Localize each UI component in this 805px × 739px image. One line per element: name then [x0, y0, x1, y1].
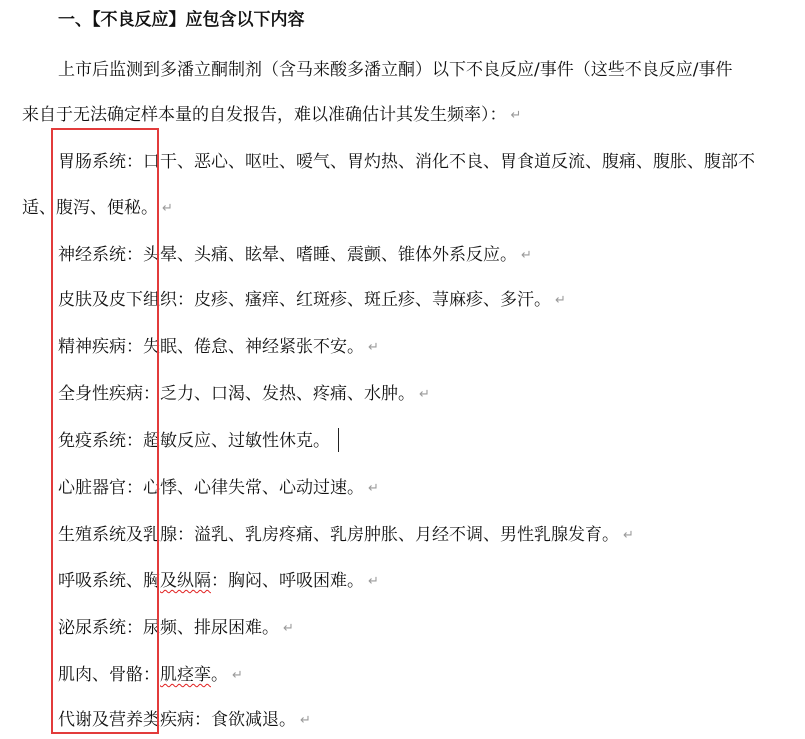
reaction-text: 尿频、排尿困难。: [143, 618, 279, 638]
system-label: 全身性疾病：: [58, 384, 160, 404]
paragraph-mark: ↵: [521, 248, 532, 263]
reaction-text: 食欲减退。: [211, 710, 296, 730]
reaction-text: 头晕、头痛、眩晕、嗜睡、震颤、锥体外系反应。: [143, 245, 517, 265]
list-item: [58, 474, 379, 504]
system-label: 神经系统：: [58, 245, 143, 265]
list-item: [58, 380, 430, 410]
system-label: 代谢及营养类疾病：: [58, 710, 211, 730]
spellcheck-flagged-text: 肌痉挛: [160, 665, 211, 685]
system-label: [58, 571, 228, 591]
paragraph-mark: ↵: [368, 574, 379, 589]
list-item: [58, 521, 634, 551]
reaction-text: 皮疹、瘙痒、红斑疹、斑丘疹、荨麻疹、多汗。: [194, 290, 551, 310]
system-label: 泌尿系统：: [58, 618, 143, 638]
paragraph-mark: ↵: [283, 621, 294, 636]
list-item: [58, 661, 243, 691]
paragraph-mark: ↵: [232, 668, 243, 683]
list-item: [58, 333, 379, 363]
intro-text-1: 上市后监测到多潘立酮制剂（含马来酸多潘立酮）以下不良反应/事件（这些不良反应/事件: [58, 60, 733, 80]
system-label: 精神疾病：: [58, 337, 143, 357]
paragraph-mark: ↵: [368, 340, 379, 355]
list-item-continuation: [22, 194, 173, 224]
reaction-text-continuation: 适、腹泻、便秘。: [22, 198, 158, 218]
text-cursor: [338, 428, 339, 452]
paragraph-mark: ↵: [300, 713, 311, 728]
system-label: 肌肉、骨骼：: [58, 665, 160, 685]
paragraph-mark: ↵: [368, 481, 379, 496]
list-item: [58, 706, 311, 736]
system-label: 心脏器官：: [58, 478, 143, 498]
system-label-colon: ：: [211, 571, 228, 591]
system-label: 皮肤及皮下组织：: [58, 290, 194, 310]
reaction-text: 胸闷、呼吸困难。: [228, 571, 364, 591]
paragraph-mark: ↵: [555, 293, 566, 308]
list-item: [58, 614, 294, 644]
reaction-text: 乏力、口渴、发热、疼痛、水肿。: [160, 384, 415, 404]
paragraph-mark: ↵: [419, 387, 430, 402]
reaction-text: 失眠、倦怠、神经紧张不安。: [143, 337, 364, 357]
list-item: [58, 148, 755, 176]
system-label: 免疫系统：: [58, 431, 143, 451]
list-item: [58, 427, 330, 455]
intro-text-2: 来自于无法确定样本量的自发报告，难以准确估计其发生频率）：: [22, 105, 507, 125]
list-item: [58, 567, 379, 597]
list-item: [58, 286, 566, 316]
reaction-text: 溢乳、乳房疼痛、乳房肿胀、月经不调、男性乳腺发育。: [194, 525, 619, 545]
spellcheck-flagged-text: 及纵隔: [160, 571, 211, 591]
reaction-text: 口干、恶心、呕吐、嗳气、胃灼热、消化不良、胃食道反流、腹痛、腹胀、腹部不: [143, 152, 755, 172]
list-item: [58, 241, 532, 271]
intro-paragraph-line-1: [58, 56, 732, 84]
paragraph-mark: ↵: [623, 528, 634, 543]
system-label-part: 呼吸系统、胸: [58, 571, 160, 591]
intro-paragraph-line-2: [22, 101, 521, 131]
paragraph-mark: ↵: [510, 108, 522, 123]
system-label: 胃肠系统：: [58, 152, 143, 172]
paragraph-mark: ↵: [162, 201, 173, 216]
reaction-text: 心悸、心律失常、心动过速。: [143, 478, 364, 498]
section-heading: 一、【不良反应】应包含以下内容: [58, 10, 305, 30]
reaction-text: 超敏反应、过敏性休克。: [143, 431, 330, 451]
reaction-text: 。: [211, 665, 228, 685]
system-label: 生殖系统及乳腺：: [58, 525, 194, 545]
